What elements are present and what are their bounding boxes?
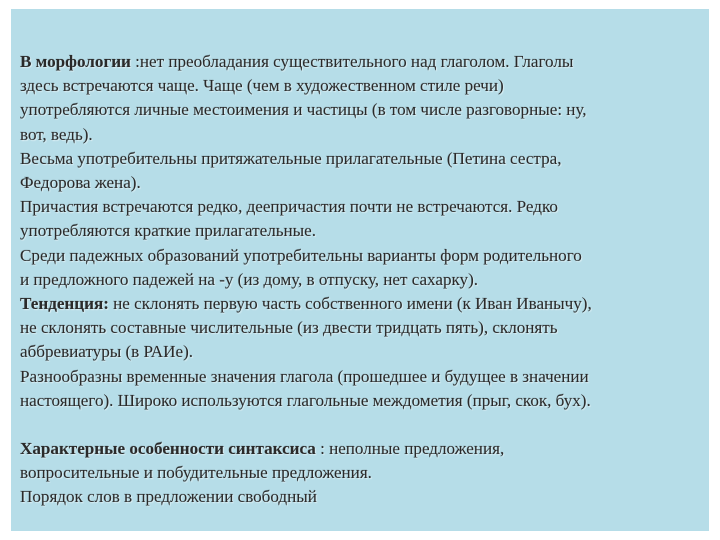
cases-line-2: и предложного падежей на -у (из дому, в отпуску, нет сахарку).	[20, 269, 479, 289]
verbs-line-2: настоящего). Широко используются глагольные междометия (прыг, скок, бух).	[20, 390, 591, 410]
morphology-line-1	[20, 50, 704, 74]
paragraph-spacer	[20, 413, 704, 437]
participles-line-2: употребляются краткие прилагательные.	[20, 221, 316, 241]
verbs-line-1: Разнообразны временные значения глагола (прошедшее и будущее в значении	[20, 366, 589, 386]
syntax-line-3: Порядок слов в предложении свободный	[20, 487, 317, 507]
possessive-line-2: Федорова жена).	[20, 173, 141, 193]
tendency-heading: Тенденция:	[20, 294, 109, 314]
tendency-line-3: аббревиатуры (в РАИе).	[20, 342, 194, 362]
slide-background	[11, 9, 709, 531]
syntax-line-2: вопросительные и побудительные предложения.	[20, 463, 372, 483]
morphology-line-4: вот, ведь).	[20, 124, 93, 144]
syntax-line-1	[20, 437, 704, 461]
morphology-line-2: здесь встречаются чаще. Чаще (чем в художественном стиле речи)	[20, 76, 504, 96]
tendency-text: не склонять первую часть собственного имени (к Иван Иванычу),	[108, 294, 592, 314]
morphology-line-3: употребляются личные местоимения и частицы (в том числе разговорные: ну,	[20, 100, 587, 120]
morphology-text: :нет преобладания существительного над глаголом. Глаголы	[130, 52, 574, 71]
syntax-heading: Характерные особенности синтаксиса	[20, 439, 316, 459]
tendency-line-1	[20, 292, 704, 316]
tendency-line-2: не склонять составные числительные (из двести тридцать пять), склонять	[20, 318, 558, 338]
morphology-heading: В морфологии	[20, 52, 131, 71]
participles-line-1: Причастия встречаются редко, деепричастия почти не встречаются. Редко	[20, 197, 558, 217]
cases-line-1: Среди падежных образований употребительны варианты форм родительного	[20, 245, 582, 265]
syntax-text: : неполные предложения,	[315, 439, 505, 459]
slide-text-body	[20, 50, 704, 510]
possessive-line-1: Весьма употребительны притяжательные прилагательные (Петина сестра,	[20, 148, 562, 168]
